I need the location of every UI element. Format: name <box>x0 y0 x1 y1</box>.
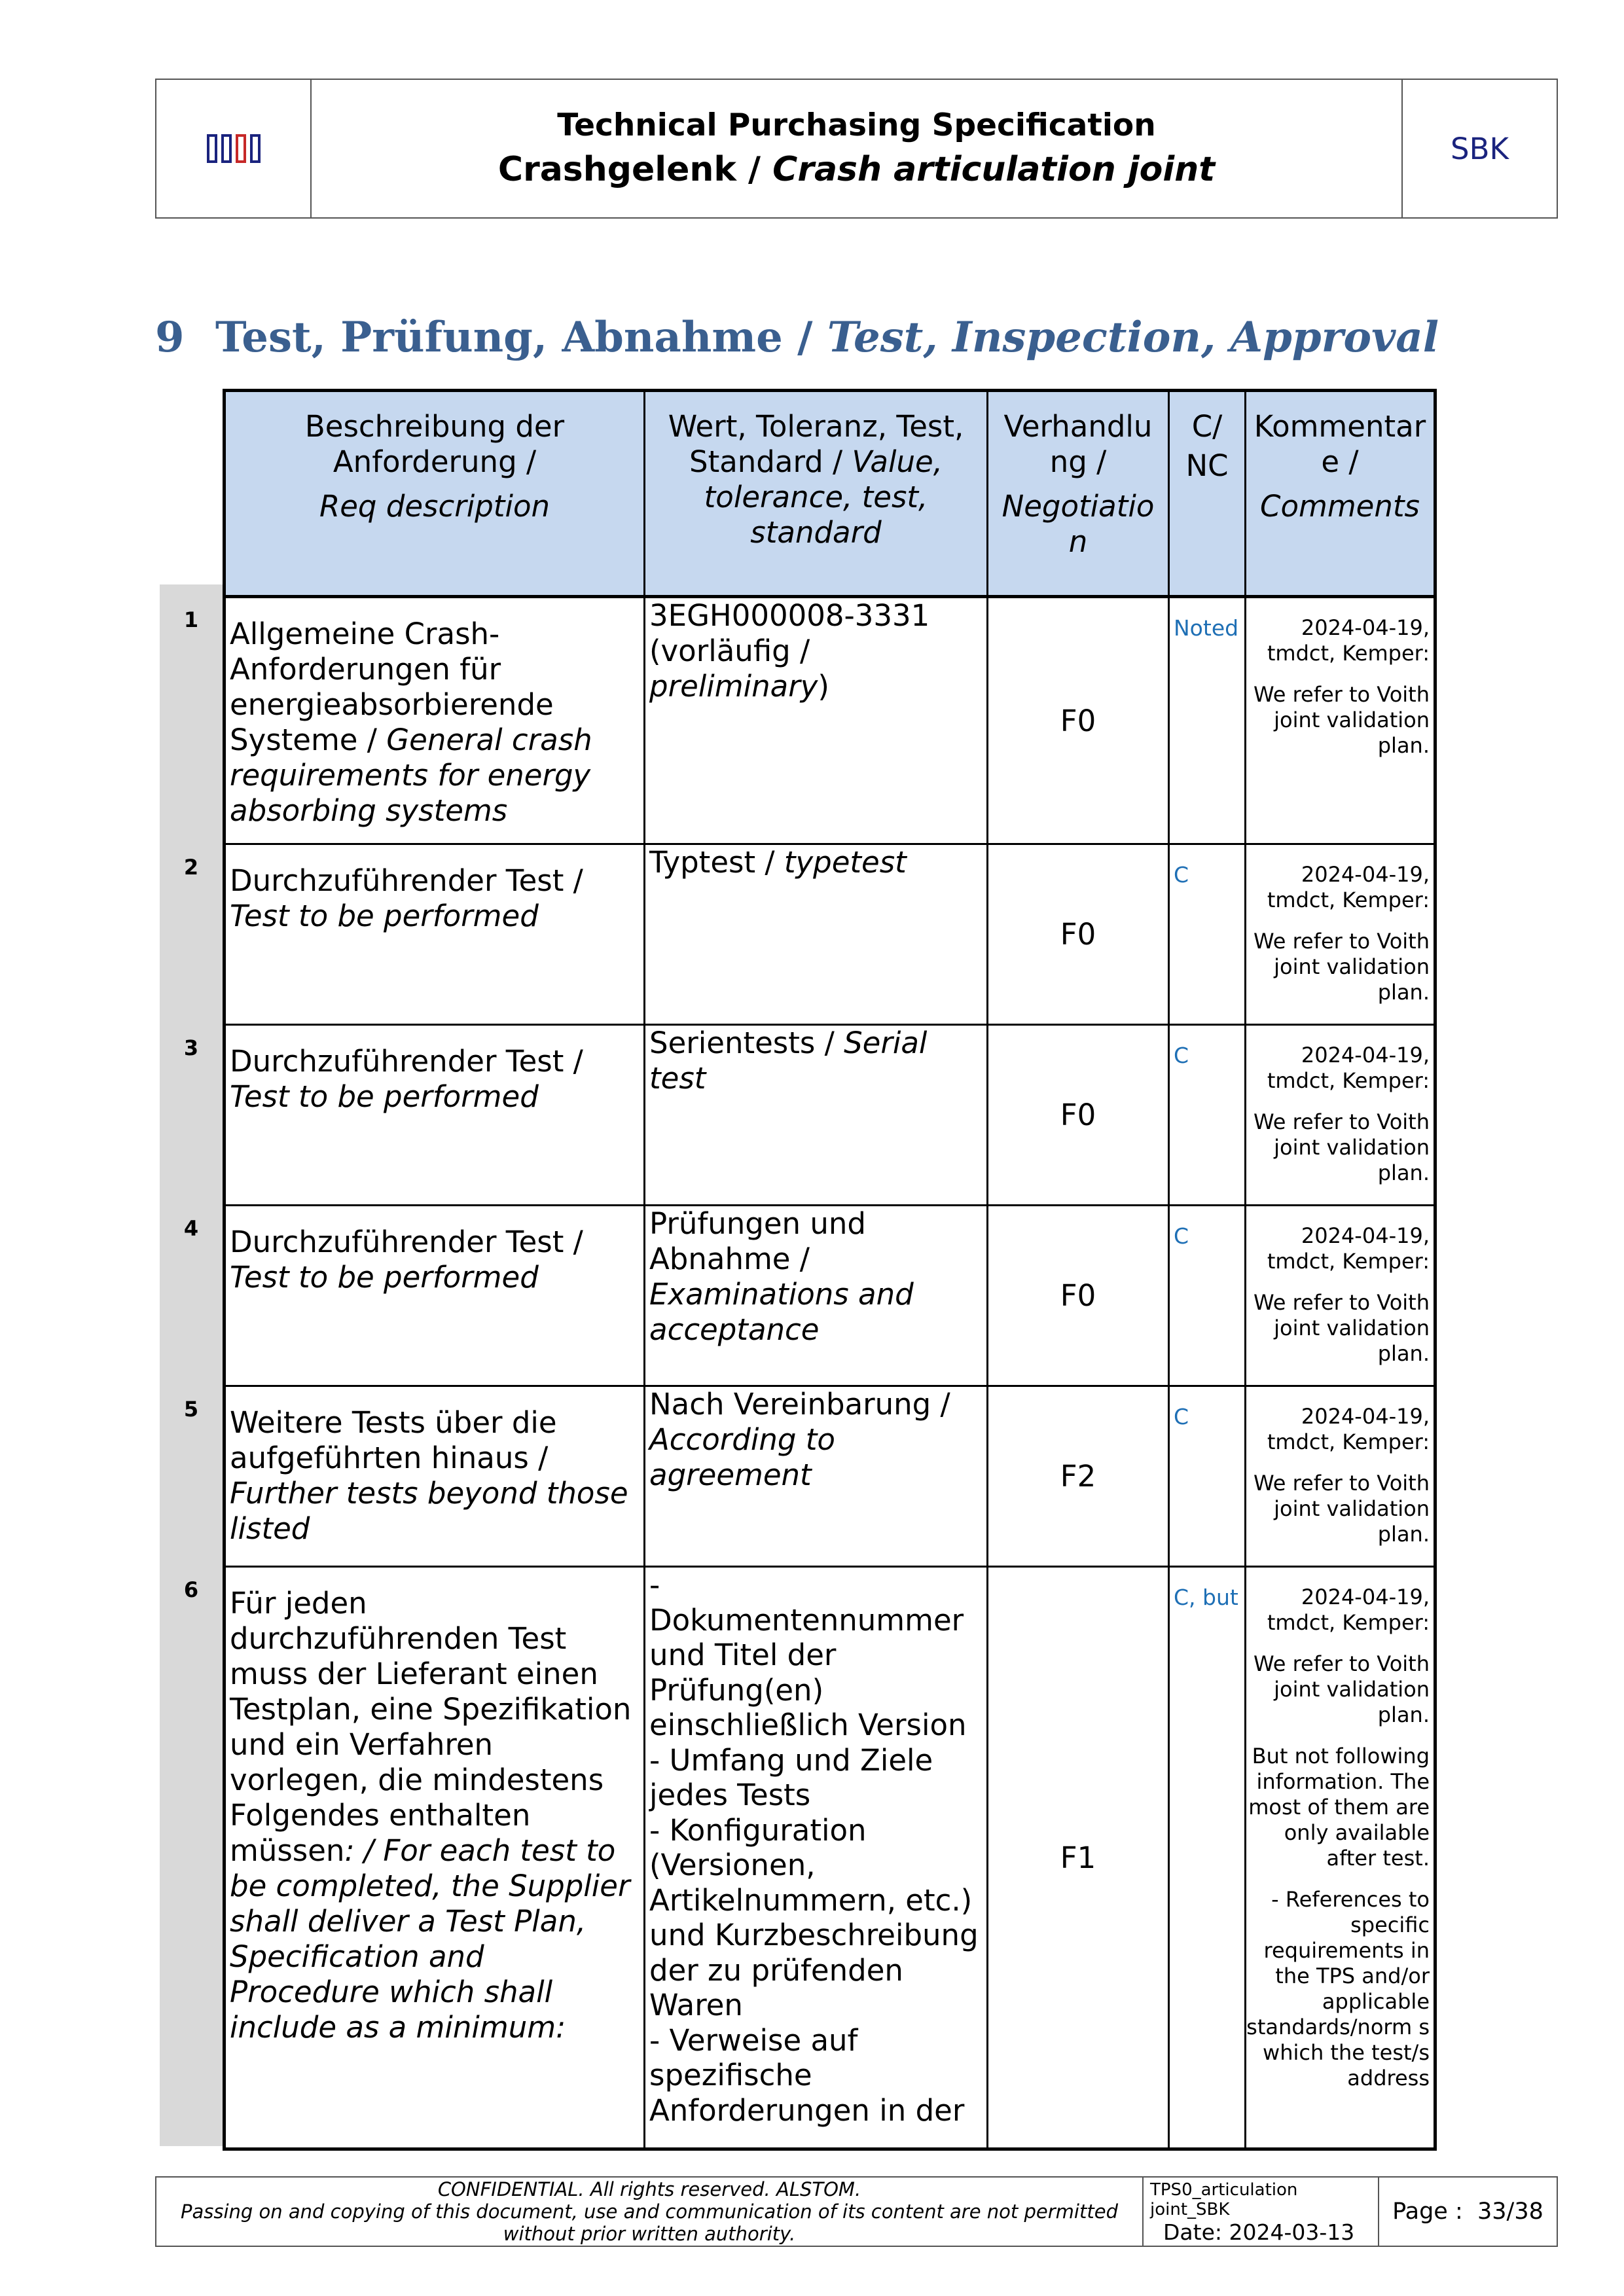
value-de: 3EGH000008-3331 (vorläufig / <box>649 598 930 668</box>
footer-doc-name: TPS0_articulation joint_SBK <box>1150 2180 1298 2219</box>
page-label: Page : <box>1392 2198 1463 2225</box>
section-title-en: Test, Inspection, Approval <box>827 313 1439 362</box>
comment-line: We refer to Voith joint validation plan. <box>1253 682 1430 758</box>
header-cnc-line1: C/ <box>1191 409 1223 444</box>
comment-line: 2024-04-19, tmdct, Kemper: <box>1267 1043 1430 1093</box>
section-title-de: Test, Prüfung, Abnahme / <box>215 313 827 362</box>
header-title-line1: Technical Purchasing Specification <box>557 107 1156 143</box>
value-line: - Verweise auf spezifische Anforderungen in der <box>649 2022 965 2128</box>
comment-line: We refer to Voith joint validation plan. <box>1253 1290 1430 1366</box>
cell-cnc: C <box>1169 844 1246 1025</box>
cell-description <box>225 597 645 844</box>
value-en: Examinations and acceptance <box>649 1277 914 1347</box>
header-value-en: Value, tolerance, test, standard <box>704 444 943 550</box>
header-description <box>225 391 645 597</box>
cell-comment <box>1246 1025 1435 1206</box>
value-en: Serial test <box>649 1026 928 1096</box>
desc-en: Test to be performed <box>230 1260 539 1295</box>
header-description-en: Req description <box>319 489 550 524</box>
cell-value <box>645 844 988 1025</box>
desc-de: Durchzuführender Test / <box>230 1225 583 1259</box>
table-row <box>225 1567 1435 2149</box>
comment-line: 2024-04-19, tmdct, Kemper: <box>1267 862 1430 912</box>
cell-comment <box>1246 844 1435 1025</box>
header-description-de: Beschreibung der Anforderung / <box>304 409 565 479</box>
table-row <box>225 597 1435 844</box>
header-negotiation-en: Negotiatio n <box>1001 489 1155 559</box>
desc-de: Weitere Tests über die aufgeführten hinaus / <box>230 1405 557 1475</box>
value-en: According to agreement <box>649 1422 835 1492</box>
cell-negotiation: F1 <box>988 1567 1169 2149</box>
value-line: - Dokumentennummer und Titel der Prüfung(en) einschließlich Version <box>649 1568 967 1742</box>
header-comments <box>1246 391 1435 597</box>
cell-description <box>225 1386 645 1567</box>
value-de: Nach Vereinbarung / <box>649 1387 950 1422</box>
comment-line: 2024-04-19, tmdct, Kemper: <box>1267 1404 1430 1454</box>
value-de: Typtest / <box>649 845 784 880</box>
value-line: - Konfiguration (Versionen, Artikelnummern, etc.) und Kurzbeschreibung der zu prüfenden Waren <box>649 1812 979 2022</box>
cell-comment <box>1246 597 1435 844</box>
header-comments-de: Kommentar e / <box>1254 409 1426 479</box>
desc-en: Further tests beyond those listed <box>230 1476 628 1546</box>
header-title-de: Crashgelenk / <box>497 150 773 189</box>
comment-line: We refer to Voith joint validation plan. <box>1253 1471 1430 1547</box>
header-code: SBK <box>1401 80 1557 217</box>
comment-line: 2024-04-19, tmdct, Kemper: <box>1267 615 1430 666</box>
footer-page-number <box>1379 2178 1557 2246</box>
header-cnc <box>1169 391 1246 597</box>
header-negotiation <box>988 391 1169 597</box>
comment-line: We refer to Voith joint validation plan. <box>1253 1109 1430 1185</box>
footer-confidential <box>156 2178 1144 2246</box>
comment-line: 2024-04-19, tmdct, Kemper: <box>1267 1585 1430 1635</box>
header-negotiation-de: Verhandlu ng / <box>1003 409 1153 479</box>
confidential-line: without prior written authority. <box>503 2223 796 2245</box>
desc-de: Durchzuführender Test / <box>230 1044 583 1079</box>
table-header-row <box>225 391 1435 597</box>
cell-negotiation: F0 <box>988 844 1169 1025</box>
value-en: typetest <box>784 845 907 880</box>
page-footer <box>155 2176 1558 2247</box>
row-number: 3 <box>183 1035 199 1060</box>
page-header <box>155 79 1558 219</box>
desc-de: Allgemeine Crash-Anforderungen für energieabsorbierende Systeme / <box>230 617 554 757</box>
cell-negotiation: F0 <box>988 1025 1169 1206</box>
row-number: 2 <box>183 855 199 880</box>
desc-en: : / For each test to be completed, the Supplier shall deliver a Test Plan, Specification and Procedure which shall include as a minimum: <box>230 1833 630 2045</box>
section-number: 9 <box>155 313 185 362</box>
header-value-de: Wert, Toleranz, Test, Standard / <box>668 409 964 479</box>
header-title-en: Crash articulation joint <box>772 150 1216 189</box>
row-number: 1 <box>183 607 199 632</box>
desc-de: Durchzuführender Test / <box>230 863 583 898</box>
header-value <box>645 391 988 597</box>
cell-cnc: Noted <box>1169 597 1246 844</box>
header-cnc-line2: NC <box>1185 448 1229 483</box>
cell-value <box>645 1206 988 1386</box>
footer-date: Date: 2024-03-13 <box>1163 2219 1355 2245</box>
cell-comment <box>1246 1206 1435 1386</box>
header-title-line2 <box>498 147 1215 192</box>
comment-line: We refer to Voith joint validation plan. <box>1253 1651 1430 1727</box>
cell-negotiation: F2 <box>988 1386 1169 1567</box>
cell-description <box>225 1567 645 2149</box>
cell-cnc: C <box>1169 1386 1246 1567</box>
cell-value <box>645 1567 988 2149</box>
comment-line: 2024-04-19, tmdct, Kemper: <box>1267 1223 1430 1274</box>
cell-comment <box>1246 1386 1435 1567</box>
desc-de: Für jeden durchzuführenden Test muss der Lieferant einen Testplan, eine Spezifikation und ein Verfahren vorlegen, die mindestens Folgendes enthalten müssen <box>230 1586 632 1868</box>
confidential-line: Passing on and copying of this document, use and communication of its content are not permitted <box>181 2200 1118 2223</box>
cell-negotiation: F0 <box>988 1206 1169 1386</box>
row-number: 5 <box>183 1397 199 1422</box>
value-de: Prüfungen und Abnahme / <box>649 1206 866 1276</box>
cell-cnc: C <box>1169 1206 1246 1386</box>
value-line: - Umfang und Ziele jedes Tests <box>649 1742 933 1812</box>
comment-line: But not following information. The most of them are only available after test. <box>1248 1744 1430 1871</box>
cell-value <box>645 597 988 844</box>
comment-line: We refer to Voith joint validation plan. <box>1253 929 1430 1005</box>
cell-comment <box>1246 1567 1435 2149</box>
table-row <box>225 844 1435 1025</box>
cell-negotiation: F0 <box>988 597 1169 844</box>
desc-en: Test to be performed <box>230 1079 539 1114</box>
row-number: 6 <box>183 1577 199 1602</box>
header-title-block <box>312 80 1401 217</box>
table-row <box>225 1025 1435 1206</box>
cell-description <box>225 1206 645 1386</box>
cell-description <box>225 844 645 1025</box>
cell-description <box>225 1025 645 1206</box>
page-value: 33/38 <box>1477 2198 1543 2225</box>
table-row <box>225 1386 1435 1567</box>
cell-value <box>645 1386 988 1567</box>
footer-doc-info <box>1144 2178 1379 2246</box>
value-tail: ) <box>818 669 829 704</box>
confidential-line: CONFIDENTIAL. All rights reserved. ALSTOM. <box>437 2178 861 2200</box>
value-de: Serientests / <box>649 1026 844 1060</box>
desc-en: Test to be performed <box>230 899 539 933</box>
table-row <box>225 1206 1435 1386</box>
header-comments-en: Comments <box>1260 489 1420 524</box>
requirements-table <box>223 389 1437 2151</box>
comment-line: - References to specific requirements in the TPS and/or applicable standards/norm s which the test/s address <box>1246 1887 1430 2090</box>
cell-cnc: C, but <box>1169 1567 1246 2149</box>
row-number-bar <box>160 584 223 2146</box>
row-number: 4 <box>183 1216 199 1241</box>
desc-en: General crash requirements for energy absorbing systems <box>230 723 592 828</box>
value-en: preliminary <box>649 669 818 704</box>
section-heading <box>155 313 1439 362</box>
cell-cnc: C <box>1169 1025 1246 1206</box>
cell-value <box>645 1025 988 1206</box>
company-logo <box>156 80 312 217</box>
